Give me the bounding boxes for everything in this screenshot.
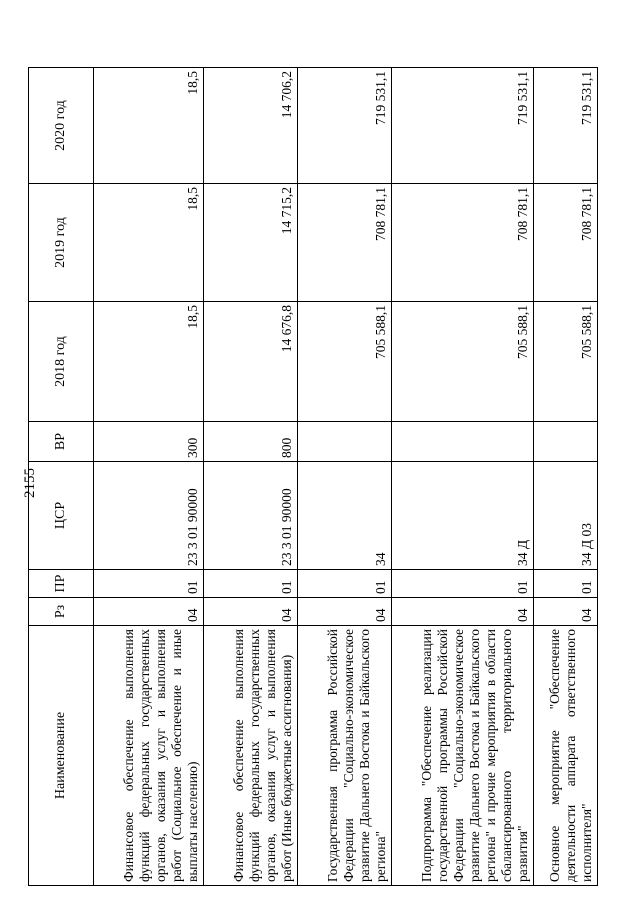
row-2020: 18,5 (94, 68, 204, 184)
row-2019: 708 781,1 (298, 184, 392, 302)
header-vr: ВР (29, 422, 94, 462)
header-rz: Рз (29, 598, 94, 626)
row-rz: 04 (298, 598, 392, 626)
page-number: 2155 (22, 468, 38, 498)
row-vr: 300 (94, 422, 204, 462)
row-rz: 04 (204, 598, 298, 626)
header-2019: 2019 год (29, 184, 94, 302)
row-csr: 34 Д (392, 462, 534, 570)
row-pr: 01 (298, 570, 392, 598)
header-name: Наименование (29, 626, 94, 886)
row-2019: 18,5 (94, 184, 204, 302)
row-rz: 04 (392, 598, 534, 626)
row-2020: 719 531,1 (298, 68, 392, 184)
row-rz: 04 (94, 598, 204, 626)
row-name: Финансовое обеспечение выполнения функций федеральных государственных органов, оказания услуг и выполнения работ (Социальное обеспечение и иные выплаты населению) (94, 626, 204, 886)
row-2020: 14 706,2 (204, 68, 298, 184)
row-2019: 14 715,2 (204, 184, 298, 302)
row-name: Основное мероприятие "Обеспечение деятельности аппарата ответственного исполнителя" (534, 626, 598, 886)
row-rz: 04 (534, 598, 598, 626)
table-row (392, 68, 534, 886)
header-2020: 2020 год (29, 68, 94, 184)
row-csr: 34 Д 03 (534, 462, 598, 570)
row-2018: 705 588,1 (534, 302, 598, 422)
row-2019: 708 781,1 (392, 184, 534, 302)
row-vr: 800 (204, 422, 298, 462)
row-2020: 719 531,1 (392, 68, 534, 184)
header-pr: ПР (29, 570, 94, 598)
row-vr (534, 422, 598, 462)
budget-table (28, 67, 598, 886)
row-pr: 01 (204, 570, 298, 598)
row-2018: 705 588,1 (298, 302, 392, 422)
header-row (29, 68, 94, 886)
row-name: Государственная программа Российской Федерации "Социально-экономическое развитие Дальнего Востока и Байкальского региона" (298, 626, 392, 886)
row-csr: 34 (298, 462, 392, 570)
row-pr: 01 (94, 570, 204, 598)
row-vr (298, 422, 392, 462)
row-2018: 14 676,8 (204, 302, 298, 422)
header-2018: 2018 год (29, 302, 94, 422)
row-name: Финансовое обеспечение выполнения функций федеральных государственных органов, оказания услуг и выполнения работ (Иные бюджетные ассигнования) (204, 626, 298, 886)
table-row (534, 68, 598, 886)
row-2018: 18,5 (94, 302, 204, 422)
row-name: Подпрограмма "Обеспечение реализации государственной программы Российской Федерации "Социально-экономическое развитие Дальнего Востока и Байкальского региона" и прочие мероприятия в области сбалансированного территориального развития" (392, 626, 534, 886)
row-csr: 23 3 01 90000 (94, 462, 204, 570)
header-csr: ЦСР (29, 462, 94, 570)
row-2018: 705 588,1 (392, 302, 534, 422)
table-row (94, 68, 204, 886)
table-row (298, 68, 392, 886)
row-2020: 719 531,1 (534, 68, 598, 184)
budget-table-container (28, 68, 618, 886)
table-row (204, 68, 298, 886)
row-pr: 01 (392, 570, 534, 598)
row-csr: 23 3 01 90000 (204, 462, 298, 570)
row-2019: 708 781,1 (534, 184, 598, 302)
row-pr: 01 (534, 570, 598, 598)
row-vr (392, 422, 534, 462)
